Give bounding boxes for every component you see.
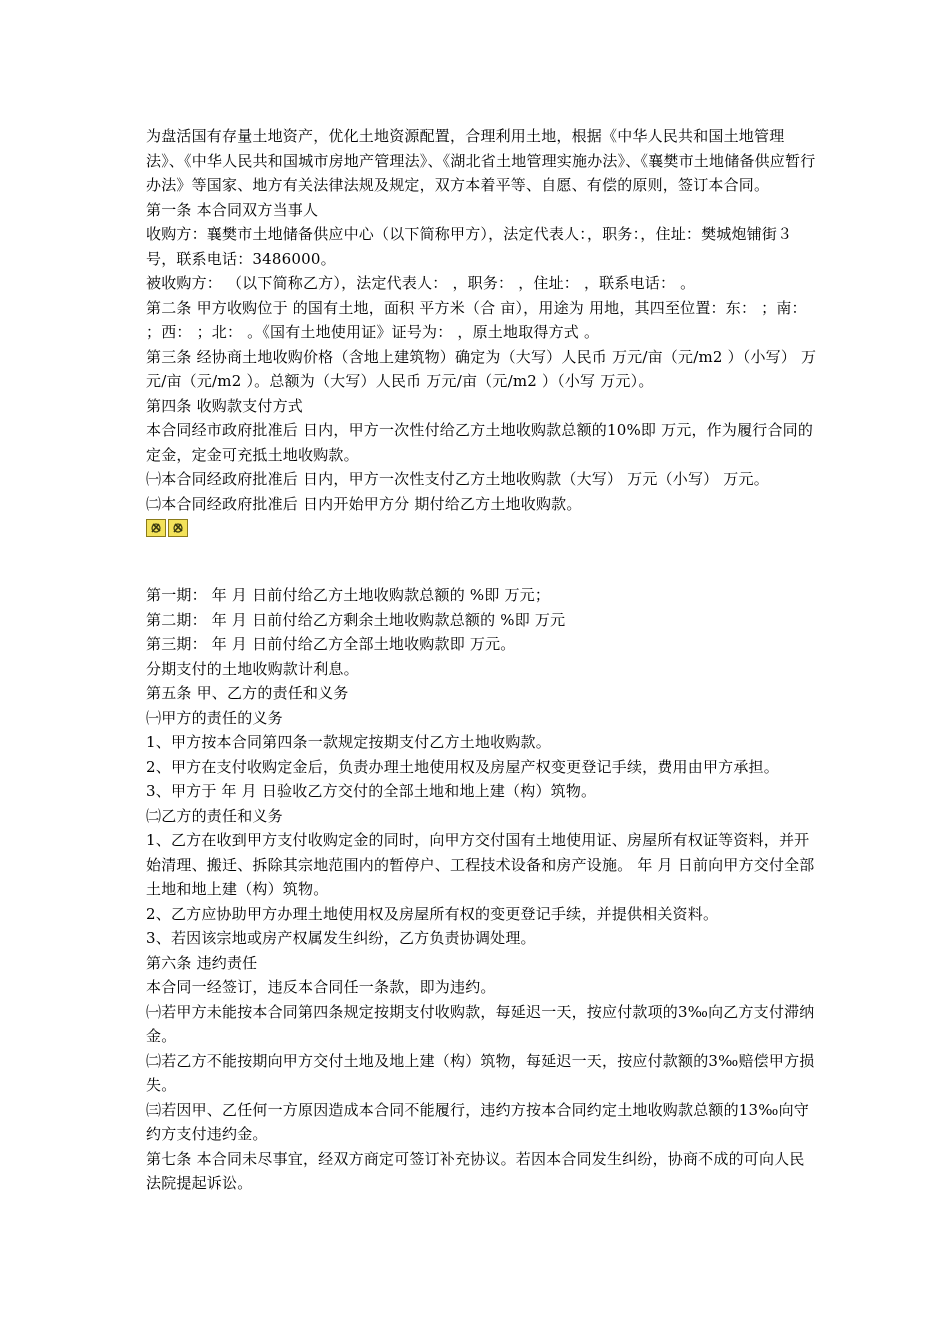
attachment-icon[interactable]	[146, 519, 166, 537]
paragraph: 3、若因该宗地或房产权属发生纠纷，乙方负责协调处理。	[146, 929, 536, 947]
paragraph: 本合同一经签订，违反本合同任一条款，即为违约。	[146, 978, 496, 996]
paragraph: ㈡本合同经政府批准后 日内开始甲方分 期付给乙方土地收购款。	[146, 494, 582, 513]
contract-bottom-block	[146, 583, 818, 1196]
paragraph: 本合同经市政府批准后 日内，甲方一次性付给乙方土地收购款总额的10%即 万元，作为履行合同的定金，定金可充抵土地收购款。	[146, 421, 814, 464]
paragraph: 第三条 经协商土地收购价格（含地上建筑物）确定为（大写）人民币 万元/亩（元/m2 ）（小写） 万元/亩（元/m2 ）。总额为（大写）人民币 万元/亩（元/m2 ）（小写 万元）。	[146, 347, 817, 390]
paragraph: 第六条 违约责任	[146, 953, 258, 972]
paragraph: 2、乙方应协助甲方办理土地使用权及房屋所有权的变更登记手续，并提供相关资料。	[146, 904, 719, 923]
contract-top-block	[146, 124, 818, 516]
paragraph: ㈡若乙方不能按期向甲方交付土地及地上建（构）筑物，每延迟一天，按应付款额的3‰赔偿甲方损失。	[146, 1051, 815, 1094]
paragraph: 第三期： 年 月 日前付给乙方全部土地收购款即 万元。	[146, 635, 516, 653]
paragraph: 第一条 本合同双方当事人	[146, 200, 319, 219]
paragraph: 收购方：襄樊市土地储备供应中心（以下简称甲方），法定代表人：，职务：，住址：樊城炮铺街３号，联系电话：3486000。	[146, 225, 793, 268]
paragraph: 第二期： 年 月 日前付给乙方剩余土地收购款总额的 %即 万元	[146, 610, 566, 629]
contract-body	[146, 124, 818, 1196]
paragraph: 第四条 收购款支付方式	[146, 396, 303, 415]
paragraph: 3、甲方于 年 月 日验收乙方交付的全部土地和地上建（构）筑物。	[146, 782, 597, 800]
paragraph: 第七条 本合同未尽事宜，经双方商定可签订补充协议。若因本合同发生纠纷，协商不成的可向人民法院提起诉讼。	[146, 1149, 805, 1192]
paragraph: 第五条 甲、乙方的责任和义务	[146, 684, 349, 702]
attachment-icon[interactable]	[168, 519, 188, 537]
paragraph: 1、乙方在收到甲方支付收购定金的同时，向甲方交付国有土地使用证、房屋所有权证等资料，并开始清理、搬迁、拆除其宗地范围内的暂停户、工程技术设备和房产设施。 年 月 日前向甲方交付全部土地和地上建（构）筑物。	[146, 831, 815, 898]
paragraph: 被收购方： （以下简称乙方），法定代表人： ，职务： ，住址： ，联系电话： 。	[146, 274, 696, 292]
paragraph: ㈠若甲方未能按本合同第四条规定按期支付收购款，每延迟一天，按应付款项的3‰向乙方支付滞纳金。	[146, 1002, 815, 1045]
embedded-icons	[146, 517, 818, 539]
paragraph: 2、甲方在支付收购定金后，负责办理土地使用权及房屋产权变更登记手续，费用由甲方承担。	[146, 757, 779, 776]
paragraph: 第二条 甲方收购位于 的国有土地，面积 平方米（合 亩），用途为 用地，其四至位置：东： ；南： ；西： ；北： 。《国有土地使用证》证号为： ，原土地取得方式 。	[146, 298, 807, 341]
spacer	[146, 539, 818, 583]
paragraph: 分期支付的土地收购款计利息。	[146, 659, 359, 678]
paragraph: 第一期： 年 月 日前付给乙方土地收购款总额的 %即 万元；	[146, 586, 551, 604]
paragraph: ㈢若因甲、乙任何一方原因造成本合同不能履行，违约方按本合同约定土地收购款总额的13‰向守约方支付违约金。	[146, 1100, 810, 1143]
paragraph: 为盘活国有存量土地资产，优化土地资源配置，合理利用土地，根据《中华人民共和国土地管理法》、《中华人民共和国城市房地产管理法》、《湖北省土地管理实施办法》、《襄樊市土地储备供应暂行办法》等国家、地方有关法律法规及规定，双方本着平等、自愿、有偿的原则，签订本合同。	[146, 127, 816, 194]
paragraph: ㈡乙方的责任和义务	[146, 806, 283, 825]
paragraph: ㈠本合同经政府批准后 日内，甲方一次性支付乙方土地收购款（大写） 万元（小写） 万元。	[146, 470, 769, 488]
paragraph: ㈠甲方的责任的义务	[146, 708, 283, 727]
paragraph: 1、甲方按本合同第四条一款规定按期支付乙方土地收购款。	[146, 733, 551, 751]
